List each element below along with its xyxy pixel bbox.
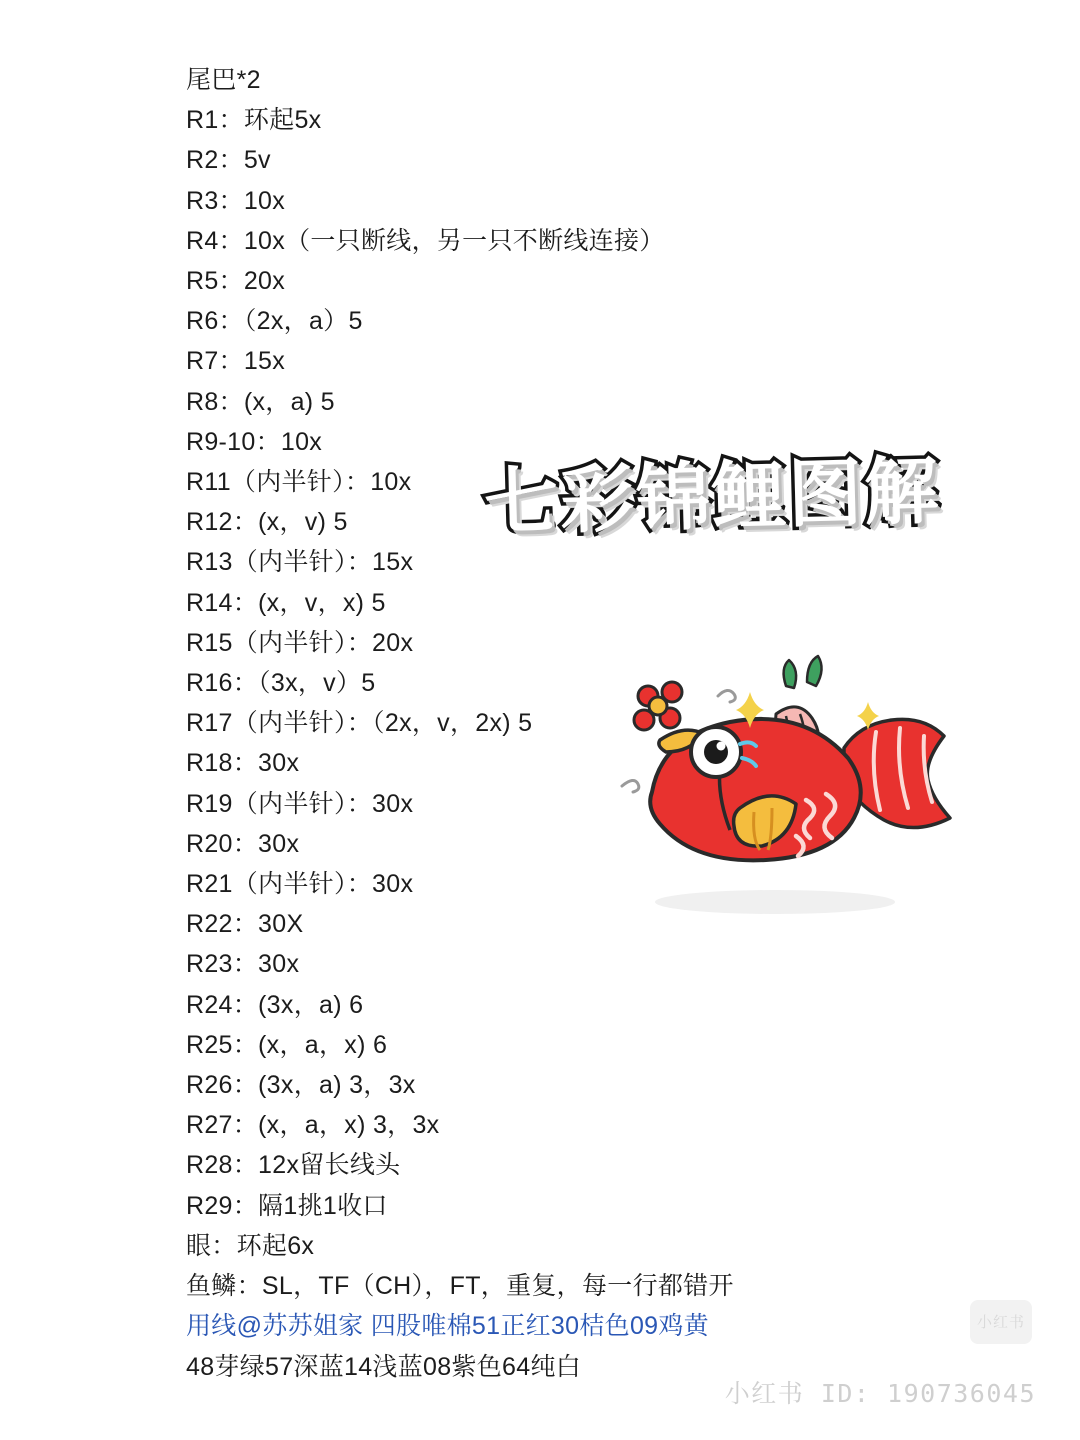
pattern-row: R14：(x，v，x) 5 (186, 588, 386, 617)
pattern-row: R6：（2x，a）5 (186, 307, 363, 336)
pattern-row: R25：(x，a，x) 6 (186, 1030, 388, 1059)
pattern-row: R24：(3x，a) 6 (186, 990, 364, 1019)
section-heading: 尾巴*2 (186, 66, 261, 94)
pattern-row: R18：30x (186, 749, 300, 778)
pattern-row: R22：30X (186, 910, 304, 939)
pattern-row: R15（内半针）：20x (186, 628, 414, 657)
koi-fish-illustration (600, 640, 980, 930)
pattern-row: R20：30x (186, 829, 300, 858)
watermark-id: 小红书 ID: 190736045 (724, 1379, 1036, 1408)
pattern-row: R2：5v (186, 146, 271, 175)
pattern-row: 鱼鳞：SL，TF（CH），FT，重复，每一行都错开 (186, 1272, 734, 1301)
pattern-row: R27：(x，a，x) 3，3x (186, 1111, 440, 1140)
page-title: 七彩锦鲤图解 (483, 448, 942, 546)
pattern-row: R17（内半针）：（2x，v，2x) 5 (186, 709, 533, 738)
pattern-row: R4：10x（一只断线，另一只不断线连接） (186, 226, 665, 255)
pattern-row: R7：15x (186, 347, 286, 376)
pattern-row: R9-10：10x (186, 427, 323, 456)
pattern-row: R5：20x (186, 267, 286, 296)
pattern-row: R8：(x，a) 5 (186, 387, 335, 416)
pattern-row: R3：10x (186, 186, 286, 215)
pattern-row: R29：隔1挑1收口 (186, 1191, 388, 1220)
watermark-badge: 小红书 (970, 1300, 1032, 1344)
pattern-row: R13（内半针）：15x (186, 548, 414, 577)
pattern-row: R11（内半针）：10x (186, 468, 412, 497)
title-block (484, 438, 1024, 548)
pattern-row: R26：(3x，a) 3，3x (186, 1071, 416, 1100)
pattern-row: 眼：环起6x (186, 1231, 315, 1260)
pattern-row: R23：30x (186, 950, 300, 979)
pattern-row: R12：(x，v) 5 (186, 508, 348, 537)
yarn-colors-line: 48芽绿57深蓝14浅蓝08紫色64纯白 (186, 1352, 582, 1381)
pattern-row: R1：环起5x (186, 106, 322, 135)
pattern-row: R16：（3x，v）5 (186, 669, 376, 698)
yarn-credit-line: 用线@苏苏姐家 四股唯棉51正红30桔色09鸡黄 (186, 1312, 709, 1341)
pattern-row: R28：12x留长线头 (186, 1151, 401, 1180)
pattern-row: R21（内半针）：30x (186, 870, 414, 899)
pattern-row: R19（内半针）：30x (186, 789, 414, 818)
